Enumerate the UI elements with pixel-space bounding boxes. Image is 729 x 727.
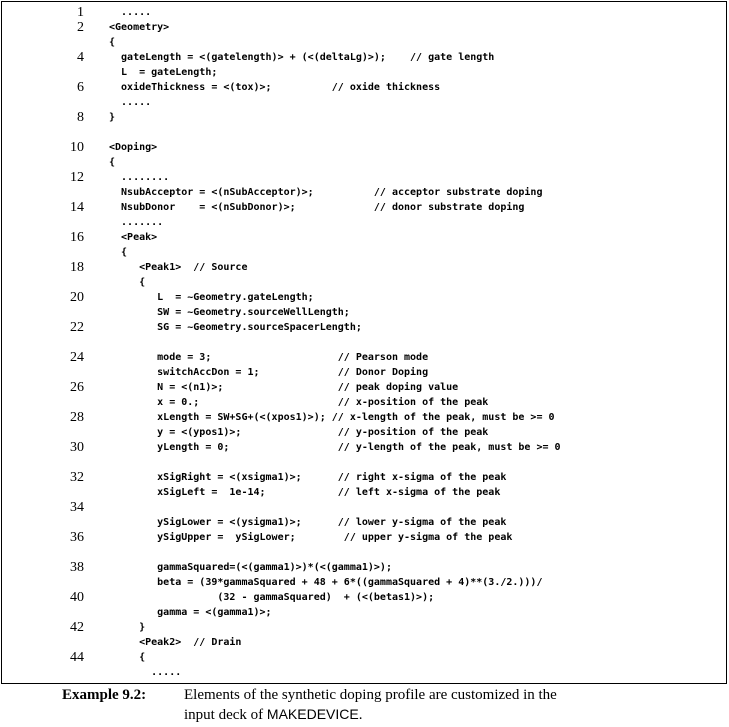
caption-text-prefix: input deck of: [184, 707, 267, 723]
code-line: [2, 125, 728, 141]
code-text: <Peak1> // Source: [109, 262, 248, 273]
line-number: 20: [70, 290, 84, 305]
code-text: {: [109, 37, 116, 48]
code-line: [2, 140, 728, 156]
code-text: xSigRight = <(xsigma1)>; // right x-sigma of the peak: [109, 472, 507, 483]
code-listing: [1, 1, 727, 684]
code-line: [2, 95, 728, 111]
code-text: L = ~Geometry.gateLength;: [109, 292, 314, 303]
code-text: .....: [109, 667, 182, 678]
code-text: SW = ~Geometry.sourceWellLength;: [109, 307, 350, 318]
code-text: x = 0.; // x-position of the peak: [109, 397, 489, 408]
line-number: 10: [70, 140, 84, 155]
line-number: 12: [70, 170, 84, 185]
code-line: [2, 395, 728, 411]
code-line: [2, 545, 728, 561]
code-text: .....: [109, 7, 152, 18]
caption-text-line-1: Elements of the synthetic doping profile are customized in the: [184, 687, 557, 703]
code-text: ........: [109, 172, 170, 183]
caption-text-line-2: [184, 705, 362, 725]
code-text: .....: [109, 97, 152, 108]
code-line: [2, 305, 728, 321]
code-text: {: [109, 652, 146, 663]
code-text: (32 - gammaSquared) + (<(betas1)>);: [109, 592, 435, 603]
line-number: 4: [77, 50, 84, 65]
code-line: [2, 425, 728, 441]
code-line: [2, 515, 728, 531]
code-text: {: [109, 247, 128, 258]
code-line: [2, 35, 728, 51]
code-line: [2, 170, 728, 186]
code-text: ySigLower = <(ysigma1)>; // lower y-sigma of the peak: [109, 517, 507, 528]
code-text: {: [109, 277, 146, 288]
code-text: oxideThickness = <(tox)>; // oxide thickness: [109, 82, 441, 93]
code-line: [2, 200, 728, 216]
code-line: [2, 275, 728, 291]
code-text: L = gateLength;: [109, 67, 218, 78]
caption-text-suffix: .: [358, 707, 363, 723]
line-number: 42: [70, 620, 84, 635]
code-text: yLength = 0; // y-length of the peak, must be >= 0: [109, 442, 561, 453]
line-number: 22: [70, 320, 84, 335]
code-text: .......: [109, 217, 164, 228]
line-number: 24: [70, 350, 84, 365]
code-text: N = <(n1)>; // peak doping value: [109, 382, 459, 393]
line-number: 8: [77, 110, 84, 125]
code-line: [2, 110, 728, 126]
code-line: [2, 665, 728, 681]
example-caption: [0, 686, 729, 726]
line-number: 28: [70, 410, 84, 425]
code-text: NsubAcceptor = <(nSubAcceptor)>; // acceptor substrate doping: [109, 187, 543, 198]
code-text: xLength = SW+SG+(<(xpos1)>); // x-length of the peak, must be >= 0: [109, 412, 555, 423]
line-number: 26: [70, 380, 84, 395]
line-number: 6: [77, 80, 84, 95]
code-text: <Peak2> // Drain: [109, 637, 242, 648]
line-number: 2: [77, 20, 84, 35]
code-text: ySigUpper = ySigLower; // upper y-sigma of the peak: [109, 532, 513, 543]
code-line: [2, 155, 728, 171]
caption-label: Example 9.2:: [62, 687, 147, 703]
code-line: [2, 50, 728, 66]
code-line: [2, 590, 728, 606]
code-text: }: [109, 112, 116, 123]
code-line: [2, 65, 728, 81]
line-number: 18: [70, 260, 84, 275]
code-line: [2, 620, 728, 636]
line-number: 32: [70, 470, 84, 485]
code-text: xSigLeft = 1e-14; // left x-sigma of the peak: [109, 487, 501, 498]
code-line: [2, 560, 728, 576]
code-line: [2, 575, 728, 591]
line-number: 36: [70, 530, 84, 545]
code-text: switchAccDon = 1; // Donor Doping: [109, 367, 429, 378]
code-line: [2, 635, 728, 651]
code-line: [2, 365, 728, 381]
code-line: [2, 650, 728, 666]
line-number: 30: [70, 440, 84, 455]
code-line: [2, 320, 728, 336]
code-text: {: [109, 157, 116, 168]
line-number: 1: [77, 5, 84, 20]
code-text: gamma = <(gamma1)>;: [109, 607, 272, 618]
code-line: [2, 605, 728, 621]
code-line: [2, 455, 728, 471]
line-number: 44: [70, 650, 84, 665]
line-number: 14: [70, 200, 84, 215]
code-line: [2, 20, 728, 36]
line-number: 16: [70, 230, 84, 245]
line-number: 38: [70, 560, 84, 575]
code-text: }: [109, 622, 146, 633]
code-text: beta = (39*gammaSquared + 48 + 6*((gammaSquared + 4)**(3./2.)))/: [109, 577, 543, 588]
code-line: [2, 470, 728, 486]
line-number: 40: [70, 590, 84, 605]
code-line: [2, 215, 728, 231]
code-line: [2, 5, 728, 21]
code-line: [2, 380, 728, 396]
code-line: [2, 440, 728, 456]
line-number: 34: [70, 500, 84, 515]
code-line: [2, 410, 728, 426]
code-line: [2, 290, 728, 306]
code-line: [2, 80, 728, 96]
code-text: <Geometry>: [109, 22, 170, 33]
code-text: mode = 3; // Pearson mode: [109, 352, 429, 363]
code-text: NsubDonor = <(nSubDonor)>; // donor substrate doping: [109, 202, 525, 213]
code-line: [2, 485, 728, 501]
code-line: [2, 530, 728, 546]
code-text: gammaSquared=(<(gamma1)>)*(<(gamma1)>);: [109, 562, 392, 573]
code-line: [2, 230, 728, 246]
caption-program-name: MAKEDEVICE: [266, 706, 359, 722]
code-text: <Doping>: [109, 142, 158, 153]
code-line: [2, 185, 728, 201]
code-line: [2, 335, 728, 351]
code-line: [2, 245, 728, 261]
code-text: y = <(ypos1)>; // y-position of the peak: [109, 427, 489, 438]
code-text: SG = ~Geometry.sourceSpacerLength;: [109, 322, 362, 333]
code-line: [2, 260, 728, 276]
code-text: <Peak>: [109, 232, 158, 243]
code-text: gateLength = <(gatelength)> + (<(deltaLg)>); // gate length: [109, 52, 495, 63]
code-line: [2, 500, 728, 516]
code-line: [2, 350, 728, 366]
